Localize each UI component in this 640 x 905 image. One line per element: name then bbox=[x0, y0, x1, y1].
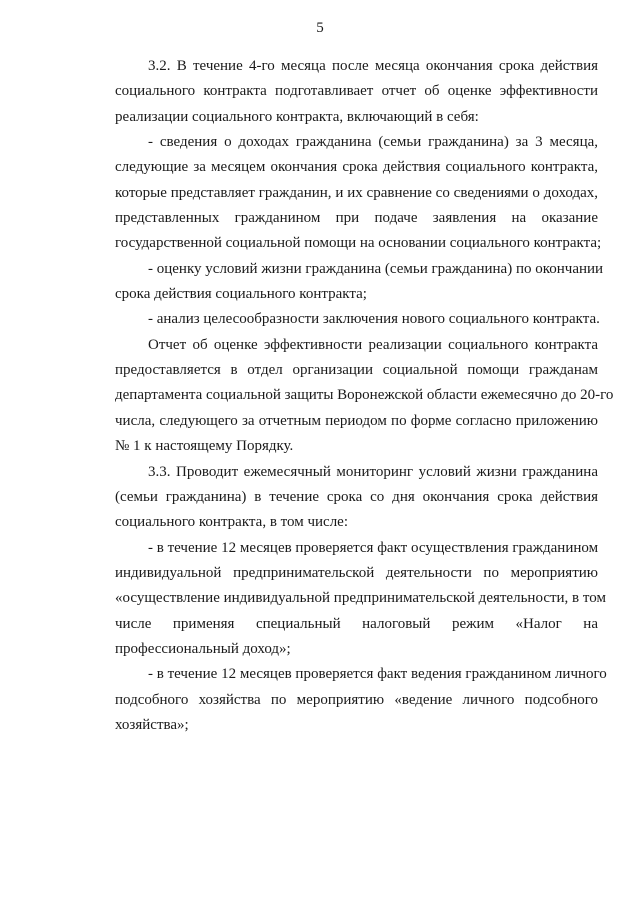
text-line: хозяйства»; bbox=[115, 716, 189, 733]
text-line: 3.2. В течение 4-го месяца после месяца окончания срока действия bbox=[148, 58, 598, 74]
text-line: (семьи гражданина) в течение срока со дня окончания срока действия bbox=[115, 488, 598, 505]
text-line: № 1 к настоящему Порядку. bbox=[115, 438, 294, 455]
text-line: государственной социальной помощи на основании социального контракта; bbox=[115, 235, 602, 252]
text-line: реализации социального контракта, включающий в себя: bbox=[115, 108, 479, 125]
text-line: - в течение 12 месяцев проверяется факт ведения гражданином личного bbox=[148, 666, 607, 683]
paragraph-analysis bbox=[115, 307, 598, 332]
text-line: срока действия социального контракта; bbox=[115, 286, 367, 303]
text-line: - оценку условий жизни гражданина (семьи гражданина) по окончании bbox=[148, 260, 604, 277]
text-line: «осуществление индивидуальной предпринимательской деятельности, в том bbox=[115, 590, 606, 607]
paragraph-entrepreneurship bbox=[115, 536, 606, 663]
text-line: департамента социальной защиты Воронежской области ежемесячно до 20-го bbox=[115, 387, 614, 404]
text-line: предоставляется в отдел организации социальной помощи гражданам bbox=[115, 362, 598, 379]
text-line: - анализ целесообразности заключения нового социального контракта. bbox=[148, 311, 600, 328]
text-line: Отчет об оценке эффективности реализации социального контракта bbox=[148, 336, 598, 353]
text-line: профессиональный доход»; bbox=[115, 640, 291, 657]
paragraph-report bbox=[115, 333, 614, 460]
text-line: социального контракта подготавливает отчет об оценке эффективности bbox=[115, 83, 598, 100]
text-line: следующие за месяцем окончания срока действия социального контракта, bbox=[115, 159, 598, 176]
paragraph-3-3 bbox=[115, 460, 598, 536]
document-body bbox=[115, 54, 614, 738]
page-number: 5 bbox=[316, 20, 324, 36]
text-line: представленных гражданином при подаче заявления на оказание bbox=[115, 210, 598, 227]
text-line: подсобного хозяйства по мероприятию «ведение личного подсобного bbox=[115, 691, 598, 708]
paragraph-income-info bbox=[115, 130, 602, 257]
text-line: - в течение 12 месяцев проверяется факт осуществления гражданином bbox=[148, 539, 599, 556]
text-line: числа, следующего за отчетным периодом по форме согласно приложению bbox=[115, 412, 598, 429]
text-line: социального контракта, в том числе: bbox=[115, 514, 349, 531]
paragraph-household bbox=[115, 662, 607, 738]
paragraph-3-2 bbox=[115, 54, 598, 130]
text-line: 3.3. Проводит ежемесячный мониторинг условий жизни гражданина bbox=[148, 463, 598, 480]
text-line: индивидуальной предпринимательской деятельности по мероприятию bbox=[115, 564, 598, 581]
text-line: - сведения о доходах гражданина (семьи гражданина) за 3 месяца, bbox=[148, 134, 598, 151]
paragraph-living-conditions bbox=[115, 257, 604, 308]
text-line: которые представляет гражданин, и их сравнение со сведениями о доходах, bbox=[115, 184, 598, 201]
text-line: числе применяя специальный налоговый режим «Налог на bbox=[115, 615, 598, 632]
